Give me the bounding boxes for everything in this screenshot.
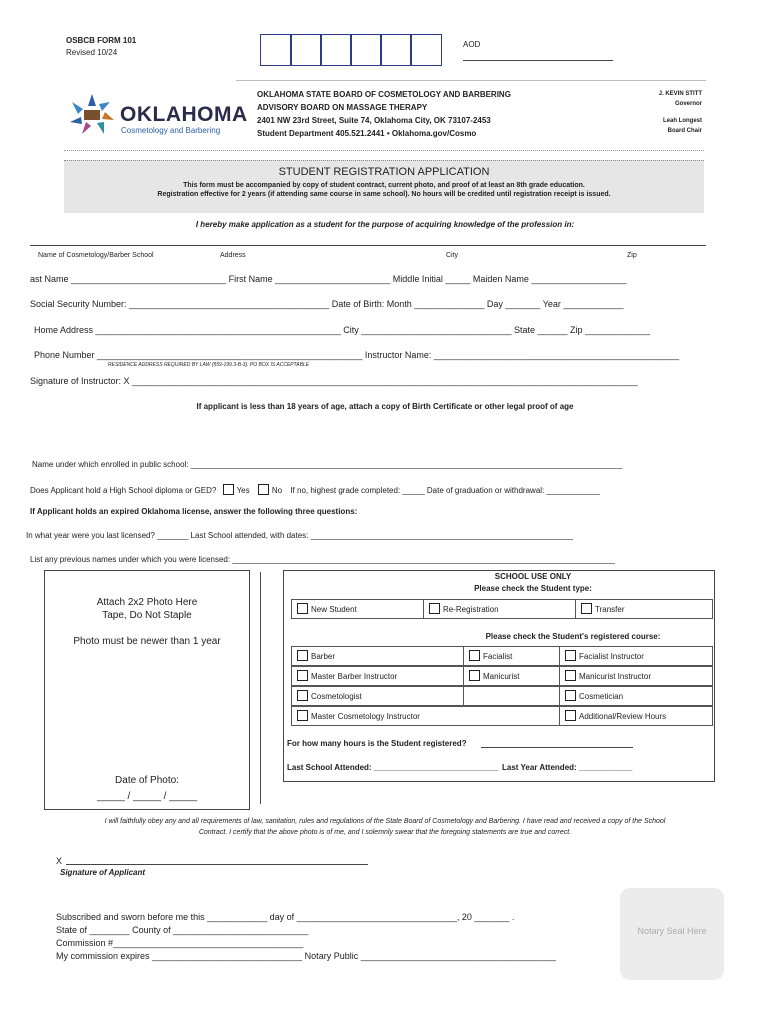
hours-field[interactable] xyxy=(481,747,633,748)
course-mi-label: Manicurist Instructor xyxy=(579,672,652,681)
notary-sworn-line[interactable]: Subscribed and sworn before me this ____________ day of ________________________________, 20 _______ . xyxy=(56,912,515,922)
course-cosmetician-label: Cosmetician xyxy=(579,692,624,701)
applicant-signature-label: Signature of Applicant xyxy=(60,868,146,877)
school-use-title: SCHOOL USE ONLY xyxy=(494,572,572,581)
aod-line[interactable] xyxy=(463,60,613,61)
course-cosmetologist[interactable] xyxy=(291,686,464,706)
ssn-dob-row[interactable]: Social Security Number: ________________________________________ Date of Birth: Month ______________ Day _______ Year ____________ xyxy=(30,299,624,309)
course-cosmetologist-checkbox[interactable] xyxy=(297,690,308,701)
course-additional-checkbox[interactable] xyxy=(565,710,576,721)
aod-box-4[interactable] xyxy=(350,34,382,66)
type-new-checkbox[interactable] xyxy=(297,603,308,614)
board-address xyxy=(257,88,511,140)
governor-title: Governor xyxy=(674,101,702,107)
instructor-signature-row[interactable]: Signature of Instructor: X _____________________________________________________________________________________________________ xyxy=(30,376,638,386)
hs-question: Does Applicant hold a High School diploma or GED? xyxy=(30,486,217,495)
intro-statement: I hereby make application as a student for the purpose of acquiring knowledge of the profession in: xyxy=(195,220,575,229)
board-line-2: ADVISORY BOARD ON MASSAGE THERAPY xyxy=(257,103,428,112)
course-additional-review[interactable] xyxy=(559,706,713,726)
type-transfer-checkbox[interactable] xyxy=(581,603,592,614)
chair-name: Leah Longest xyxy=(662,118,702,124)
last-year-field[interactable]: Last Year Attended: ____________ xyxy=(502,763,633,772)
chair-title: Board Chair xyxy=(667,128,702,134)
aod-box-1[interactable] xyxy=(260,34,292,66)
phone-instructor-row[interactable]: Phone Number _____________________________________________________ Instructor Name: _________________________________________________ xyxy=(34,350,680,360)
header-dotted-line xyxy=(64,150,704,151)
name-row[interactable]: ast Name _______________________________ First Name _______________________ Middle Initial _____ Maiden Name ___________________ xyxy=(30,274,627,284)
type-reregistration[interactable] xyxy=(423,599,576,619)
course-facialist-instructor-checkbox[interactable] xyxy=(565,650,576,661)
banner-line-2: Registration effective for 2 years (if attending same course in same school). No hours will be credited until registration receipt is issued. xyxy=(157,191,611,198)
hs-grade-graduation[interactable]: If no, highest grade completed: _____ Date of graduation or withdrawal: ____________ xyxy=(290,486,600,495)
course-mi-checkbox[interactable] xyxy=(565,670,576,681)
course-prompt: Please check the Student's registered course: xyxy=(485,632,661,641)
photo-box[interactable] xyxy=(44,570,250,810)
course-barber-checkbox[interactable] xyxy=(297,650,308,661)
under-18-notice: If applicant is less than 18 years of age, attach a copy of Birth Certificate or other legal proof of age xyxy=(196,402,574,411)
type-transfer[interactable] xyxy=(575,599,713,619)
last-licensed-row[interactable]: In what year were you last licensed? _______ Last School attended, with dates: ___________________________________________________________ xyxy=(26,531,574,540)
course-mci-label: Master Cosmetology Instructor xyxy=(311,712,420,721)
expired-license-notice: If Applicant holds an expired Oklahoma license, answer the following three questions: xyxy=(30,507,358,516)
photo-tape-label: Tape, Do Not Staple xyxy=(102,610,192,621)
logo-subtitle: Cosmetology and Barbering xyxy=(121,126,221,135)
course-facialist-instructor[interactable] xyxy=(559,646,713,666)
hs-yes-checkbox[interactable] xyxy=(223,484,234,495)
header-divider xyxy=(236,80,706,81)
photo-age-label: Photo must be newer than 1 year xyxy=(73,636,221,647)
board-line-1: OKLAHOMA STATE BOARD OF COSMETOLOGY AND BARBERING xyxy=(257,90,511,99)
school-city-label: City xyxy=(446,252,459,259)
aod-box-5[interactable] xyxy=(380,34,412,66)
hs-diploma-row xyxy=(30,484,600,495)
board-line-4: Student Department 405.521.2441 • Oklahoma.gov/Cosmo xyxy=(257,129,477,138)
revised-date: Revised 10/24 xyxy=(66,48,118,57)
type-rereg-checkbox[interactable] xyxy=(429,603,440,614)
school-line[interactable] xyxy=(30,245,706,246)
banner-title: STUDENT REGISTRATION APPLICATION xyxy=(278,166,490,178)
previous-names-row[interactable]: List any previous names under which you were licensed: ______________________________________________________________________________________ xyxy=(30,555,615,564)
aod-box-3[interactable] xyxy=(320,34,352,66)
course-manicurist-checkbox[interactable] xyxy=(469,670,480,681)
course-cosmetician[interactable] xyxy=(559,686,713,706)
photo-date-field[interactable]: _____ / _____ / _____ xyxy=(96,791,198,802)
notary-seal-area[interactable] xyxy=(620,888,724,980)
school-zip-label: Zip xyxy=(627,252,637,259)
school-name-label: Name of Cosmetology/Barber School xyxy=(38,252,154,259)
course-additional-label: Additional/Review Hours xyxy=(579,712,667,721)
student-type-prompt: Please check the Student type: xyxy=(474,584,592,593)
course-mci-checkbox[interactable] xyxy=(297,710,308,721)
course-cosmetologist-label: Cosmetologist xyxy=(311,692,362,701)
home-address-row[interactable]: Home Address _________________________________________________ City ______________________________ State ______ Zip _____________ xyxy=(34,325,651,335)
course-barber[interactable] xyxy=(291,646,464,666)
governor-name: J. KEVIN STITT xyxy=(658,91,702,97)
notary-expires-public[interactable]: My commission expires ______________________________ Notary Public _______________________________________ xyxy=(56,951,556,961)
course-facialist[interactable] xyxy=(463,646,560,666)
logo-wordmark: OKLAHOMA xyxy=(120,103,248,126)
course-facialist-label: Facialist xyxy=(483,652,513,661)
application-banner xyxy=(64,160,704,213)
aod-box-2[interactable] xyxy=(290,34,322,66)
oath-line-1: I will faithfully obey any and all requirements of law, sanitation, rules and regulations of the State Board of Cosmetology and Barbering. I have read and received a copy of the School xyxy=(104,818,666,825)
course-facialist-instructor-label: Facialist Instructor xyxy=(579,652,644,661)
notary-commission-number[interactable]: Commission #______________________________________ xyxy=(56,938,304,948)
banner-line-1: This form must be accompanied by copy of student contract, current photo, and proof of at least an 8th grade education. xyxy=(183,182,585,189)
course-manicurist-label: Manicurist xyxy=(483,672,520,681)
course-manicurist-instructor[interactable] xyxy=(559,666,713,686)
chair-block xyxy=(663,116,702,136)
type-new-label: New Student xyxy=(311,605,357,614)
type-transfer-label: Transfer xyxy=(595,605,625,614)
notary-seal-label: Notary Seal Here xyxy=(637,926,707,936)
oath-line-2: Contract. I certify that the above photo is of me, and I solemnly swear that the foregoing statements are true and correct. xyxy=(198,829,572,836)
type-new[interactable] xyxy=(291,599,424,619)
type-rereg-label: Re-Registration xyxy=(443,605,499,614)
photo-date-label: Date of Photo: xyxy=(115,775,179,786)
board-line-3: 2401 NW 23rd Street, Suite 74, Oklahoma City, OK 73107-2453 xyxy=(257,116,491,125)
hs-no-label: No xyxy=(271,486,283,495)
course-cosmetician-checkbox[interactable] xyxy=(565,690,576,701)
last-school-field[interactable]: Last School Attended: ____________________________ xyxy=(287,763,499,772)
hs-yes-label: Yes xyxy=(236,486,250,495)
photo-divider xyxy=(260,572,261,804)
course-master-barber-instructor[interactable] xyxy=(291,666,464,686)
applicant-signature-line[interactable] xyxy=(66,864,368,865)
course-master-cosmetology-instructor[interactable] xyxy=(291,706,560,726)
form-id: OSBCB FORM 101 xyxy=(66,36,137,45)
course-blank-cell xyxy=(463,686,560,706)
aod-box-6[interactable] xyxy=(410,34,442,66)
notary-state-county[interactable]: State of ________ County of ___________________________ xyxy=(56,925,309,935)
aod-label: AOD xyxy=(463,40,481,49)
public-school-row[interactable]: Name under which enrolled in public school: _________________________________________________________________________________________________ xyxy=(32,460,623,469)
applicant-x: X xyxy=(56,856,63,866)
course-barber-label: Barber xyxy=(311,652,336,661)
oklahoma-logo-icon xyxy=(66,92,118,136)
hs-no-checkbox[interactable] xyxy=(258,484,269,495)
photo-attach-label: Attach 2x2 Photo Here xyxy=(96,597,198,608)
school-address-label: Address xyxy=(220,252,246,259)
governor-block xyxy=(659,89,702,109)
course-mbi-label: Master Barber Instructor xyxy=(311,672,398,681)
course-manicurist[interactable] xyxy=(463,666,560,686)
course-facialist-checkbox[interactable] xyxy=(469,650,480,661)
hours-label: For how many hours is the Student registered? xyxy=(287,739,467,748)
residence-note: RESIDENCE ADDRESS REQUIRED BY LAW (§59-199.3-B-3). PO BOX IS ACCEPTABLE xyxy=(108,362,310,368)
course-mbi-checkbox[interactable] xyxy=(297,670,308,681)
